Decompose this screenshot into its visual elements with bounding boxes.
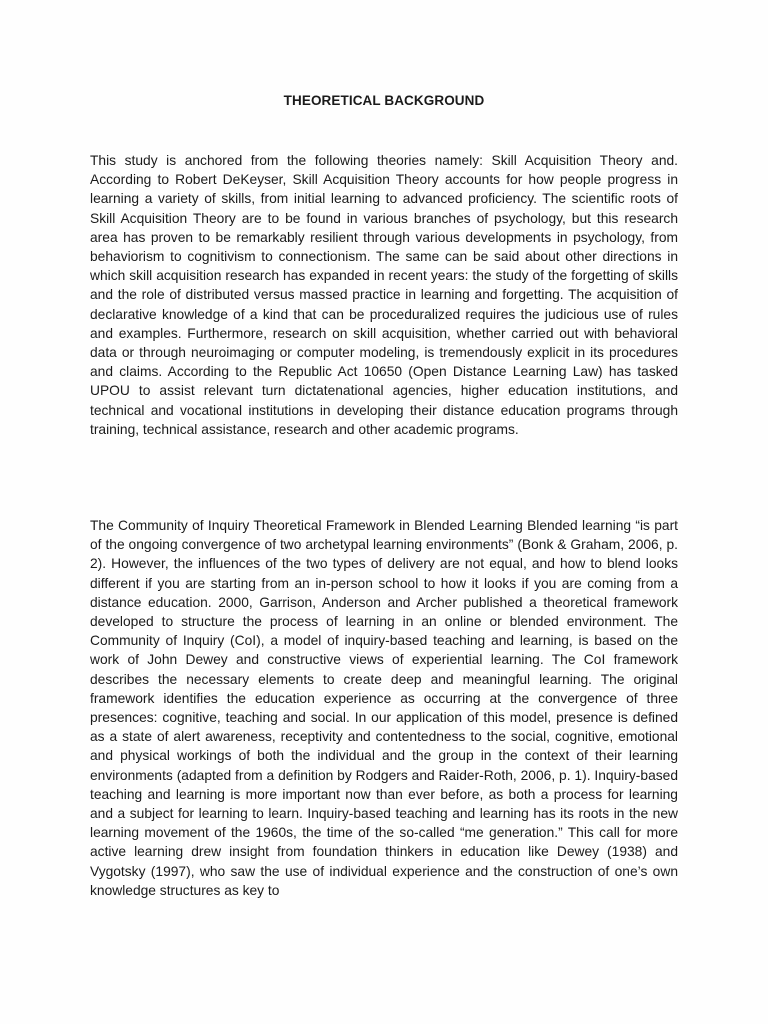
paragraph-community-of-inquiry: The Community of Inquiry Theoretical Framework in Blended Learning Blended learning “is part of the ongoing convergence of two archetypal learning environments” (Bonk & Graham, 2006, p. 2). However, the influences of the two types of delivery are not equal, and how to blend looks different if you are starting from an in-person school to how it looks if you are coming from a distance education. 2000, Garrison, Anderson and Archer published a theoretical framework developed to structure the process of learning in an online or blended environment. The Community of Inquiry (CoI), a model of inquiry-based teaching and learning, is based on the work of John Dewey and constructive views of experiential learning. The CoI framework describes the necessary elements to create deep and meaningful learning. The original framework identifies the education experience as occurring at the convergence of three presences: cognitive, teaching and social. In our application of this model, presence is defined as a state of alert awareness, receptivity and contentedness to the social, cognitive, emotional and physical workings of both the individual and the group in the context of their learning environments (adapted from a definition by Rodgers and Raider-Roth, 2006, p. 1). Inquiry-based teaching and learning is more important now than ever before, as both a process for learning and a subject for learning to learn. Inquiry-based teaching and learning has its roots in the new learning movement of the 1960s, the time of the so-called “me generation.” This call for more active learning drew insight from foundation thinkers in education like Dewey (1938) and Vygotsky (1997), who saw the use of individual experience and the construction of one’s own knowledge structures as key to — [90, 518, 678, 898]
page-title: THEORETICAL BACKGROUND — [283, 93, 485, 108]
paragraph-skill-acquisition: This study is anchored from the following theories namely: Skill Acquisition Theory and. According to Robert DeKeyser, Skill Acquisition Theory accounts for how people progress in learning a variety of skills, from initial learning to advanced proficiency. The scientific roots of Skill Acquisition Theory are to be found in various branches of psychology, but this research area has proven to be remarkably resilient through various developments in psychology, from behaviorism to cognitivism to connectionism. The same can be said about other directions in which skill acquisition research has expanded in recent years: the study of the forgetting of skills and the role of distributed versus massed practice in learning and forgetting. The acquisition of declarative knowledge of a kind that can be proceduralized requires the judicious use of rules and examples. Furthermore, research on skill acquisition, whether carried out with behavioral data or through neuroimaging or computer modeling, is tremendously explicit in its procedures and claims. According to the Republic Act 10650 (Open Distance Learning Law) has tasked UPOU to assist relevant turn dictatenational agencies, higher education institutions, and technical and vocational institutions in developing their distance education programs through training, technical assistance, research and other academic programs. — [90, 153, 678, 437]
